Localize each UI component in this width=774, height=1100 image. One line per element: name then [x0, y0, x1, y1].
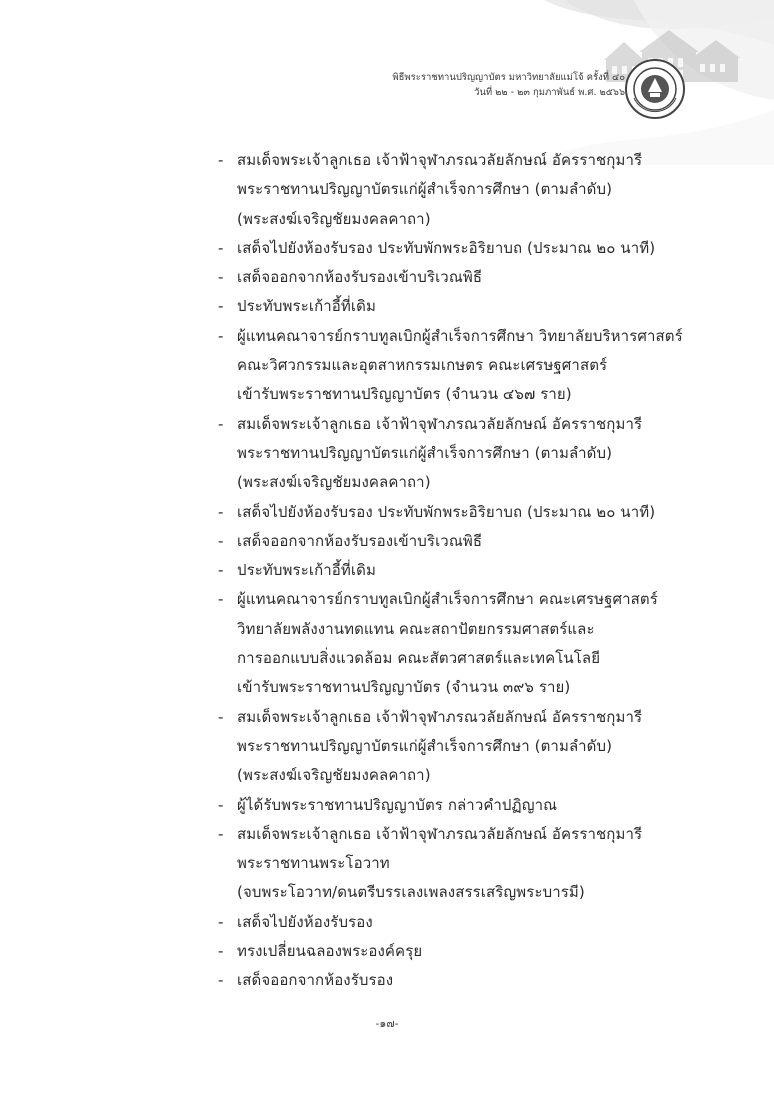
schedule-item-text: (พระสงฆ์เจริญชัยมงคลคาถา) — [237, 473, 431, 492]
schedule-item-text: เสด็จออกจากห้องรับรองเข้าบริเวณพิธี — [237, 531, 483, 550]
bullet-dash: - — [218, 824, 224, 843]
schedule-item — [218, 703, 698, 791]
schedule-item — [218, 234, 698, 263]
schedule-item-text: พระราชทานปริญญาบัตรแก่ผู้สำเร็จการศึกษา (ตามลำดับ) — [237, 736, 613, 755]
schedule-item-text: พระราชทานปริญญาบัตรแก่ผู้สำเร็จการศึกษา (ตามลำดับ) — [237, 180, 613, 199]
schedule-item-text: สมเด็จพระเจ้าลูกเธอ เจ้าฟ้าจุฬาภรณวลัยลักษณ์ อัครราชกุมารี — [237, 151, 643, 169]
schedule-item-text: คณะวิศวกรรมและอุตสาหกรรมเกษตร คณะเศรษฐศาสตร์ — [237, 356, 608, 375]
maejo-university-seal — [624, 58, 686, 120]
schedule-item-text: ผู้แทนคณาจารย์กราบทูลเบิกผู้สำเร็จการศึกษา วิทยาลัยบริหารศาสตร์ — [237, 326, 683, 345]
bullet-dash: - — [218, 238, 224, 257]
schedule-item-text: (พระสงฆ์เจริญชัยมงคลคาถา) — [237, 766, 431, 785]
bullet-dash: - — [218, 502, 224, 521]
schedule-item-text: ผู้ได้รับพระราชทานปริญญาบัตร กล่าวคำปฏิญาณ — [237, 795, 558, 814]
bullet-dash: - — [218, 590, 224, 609]
schedule-item-text: การออกแบบสิ่งแวดล้อม คณะสัตวศาสตร์และเทคโนโลยี — [237, 649, 601, 668]
schedule-item — [218, 908, 698, 937]
schedule-item-text: วิทยาลัยพลังงานทดแทน คณะสถาปัตยกรรมศาสตร์และ — [237, 619, 595, 638]
schedule-item — [218, 292, 698, 321]
ceremony-schedule-list — [218, 146, 698, 996]
bullet-dash: - — [218, 795, 224, 814]
schedule-item-text: สมเด็จพระเจ้าลูกเธอ เจ้าฟ้าจุฬาภรณวลัยลักษณ์ อัครราชกุมารี — [237, 707, 643, 726]
bullet-dash: - — [218, 942, 224, 961]
schedule-item-text: เสด็จไปยังห้องรับรอง ประทับพักพระอิริยาบถ (ประมาณ ๒๐ นาที) — [237, 502, 656, 521]
schedule-item-text: เสด็จไปยังห้องรับรอง ประทับพักพระอิริยาบถ (ประมาณ ๒๐ นาที) — [237, 238, 656, 257]
schedule-item — [218, 263, 698, 292]
schedule-item-text: สมเด็จพระเจ้าลูกเธอ เจ้าฟ้าจุฬาภรณวลัยลักษณ์ อัครราชกุมารี — [237, 414, 643, 433]
bullet-dash: - — [218, 531, 224, 550]
schedule-item-text: เสด็จออกจากห้องรับรอง — [237, 971, 394, 990]
schedule-item-text: พระราชทานปริญญาบัตรแก่ผู้สำเร็จการศึกษา (ตามลำดับ) — [237, 443, 613, 462]
schedule-item — [218, 820, 698, 908]
bullet-dash: - — [218, 151, 224, 169]
bullet-dash: - — [218, 912, 224, 931]
schedule-item-text: (จบพระโอวาท/ดนตรีบรรเลงเพลงสรรเสริญพระบารมี) — [237, 883, 585, 902]
schedule-item — [218, 527, 698, 556]
schedule-item-text: ทรงเปลี่ยนฉลองพระองค์ครุย — [237, 942, 423, 961]
schedule-item-text: ประทับพระเก้าอี้ที่เดิม — [237, 561, 376, 580]
schedule-item-text: ผู้แทนคณาจารย์กราบทูลเบิกผู้สำเร็จการศึกษา คณะเศรษฐศาสตร์ — [237, 590, 658, 609]
schedule-item-text: เสด็จไปยังห้องรับรอง — [237, 912, 373, 931]
schedule-item — [218, 791, 698, 820]
schedule-item — [218, 966, 698, 995]
schedule-item-text: เข้ารับพระราชทานปริญญาบัตร (จำนวน ๔๖๗ ราย) — [237, 385, 572, 404]
schedule-item — [218, 146, 698, 234]
bullet-dash: - — [218, 326, 224, 345]
ceremony-date: วันที่ ๒๒ - ๒๓ กุมภาพันธ์ พ.ศ. ๒๕๖๖ — [474, 87, 625, 98]
page-number: -๑๗- — [375, 1017, 399, 1030]
bullet-dash: - — [218, 707, 224, 726]
schedule-item — [218, 322, 698, 410]
bullet-dash: - — [218, 414, 224, 433]
ceremony-header — [355, 70, 625, 100]
bullet-dash: - — [218, 297, 224, 316]
schedule-item-text: เข้ารับพระราชทานปริญญาบัตร (จำนวน ๓๙๖ ราย) — [237, 678, 571, 697]
bullet-dash: - — [218, 971, 224, 990]
schedule-item-text: พระราชทานพระโอวาท — [237, 854, 390, 873]
schedule-item — [218, 556, 698, 585]
bullet-dash: - — [218, 561, 224, 580]
schedule-item-text: เสด็จออกจากห้องรับรองเข้าบริเวณพิธี — [237, 268, 483, 287]
schedule-item-text: (พระสงฆ์เจริญชัยมงคลคาถา) — [237, 209, 431, 228]
schedule-item — [218, 585, 698, 702]
schedule-item-text: ประทับพระเก้าอี้ที่เดิม — [237, 297, 376, 316]
bullet-dash: - — [218, 268, 224, 287]
schedule-item — [218, 410, 698, 498]
schedule-item — [218, 498, 698, 527]
ceremony-title: พิธีพระราชทานปริญญาบัตร มหาวิทยาลัยแม่โจ้ ครั้งที่ ๔๐ — [392, 72, 625, 83]
schedule-item-text: สมเด็จพระเจ้าลูกเธอ เจ้าฟ้าจุฬาภรณวลัยลักษณ์ อัครราชกุมารี — [237, 824, 643, 843]
schedule-item — [218, 937, 698, 966]
